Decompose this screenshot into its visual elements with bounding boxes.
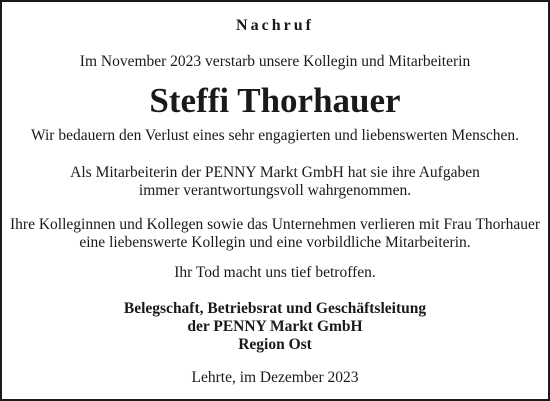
paragraph-role (2, 164, 548, 200)
paragraph-line: Ihre Kolleginnen und Kollegen sowie das Unternehmen verlieren mit Frau Thorhauer (10, 216, 540, 233)
paragraph-line: Ihr Tod macht uns tief betroffen. (174, 264, 376, 281)
intro-text: Im November 2023 verstarb unsere Kollegin und Mitarbeiterin (79, 53, 471, 70)
signature-block (2, 300, 548, 354)
paragraph-colleagues (2, 216, 548, 252)
paragraph-line: immer verantwortungsvoll wahrgenommen. (138, 182, 412, 199)
paragraph-loss (2, 127, 548, 145)
paragraph-line: Wir bedauern den Verlust eines sehr engagierten und liebenswerten Menschen. (30, 127, 520, 144)
place-date: Lehrte, im Dezember 2023 (191, 369, 359, 386)
signature-line: Belegschaft, Betriebsrat und Geschäftsleitung (123, 300, 427, 317)
notice-heading: Nachruf (236, 17, 314, 34)
paragraph-sorrow (2, 264, 548, 282)
signature-line: Region Ost (238, 336, 312, 353)
signature-line: der PENNY Markt GmbH (187, 318, 363, 335)
paragraph-line: eine liebenswerte Kollegin und eine vorbildliche Mitarbeiterin. (79, 234, 471, 251)
deceased-name: Steffi Thorhauer (149, 81, 401, 120)
paragraph-line: Als Mitarbeiterin der PENNY Markt GmbH hat sie ihre Aufgaben (70, 164, 480, 181)
